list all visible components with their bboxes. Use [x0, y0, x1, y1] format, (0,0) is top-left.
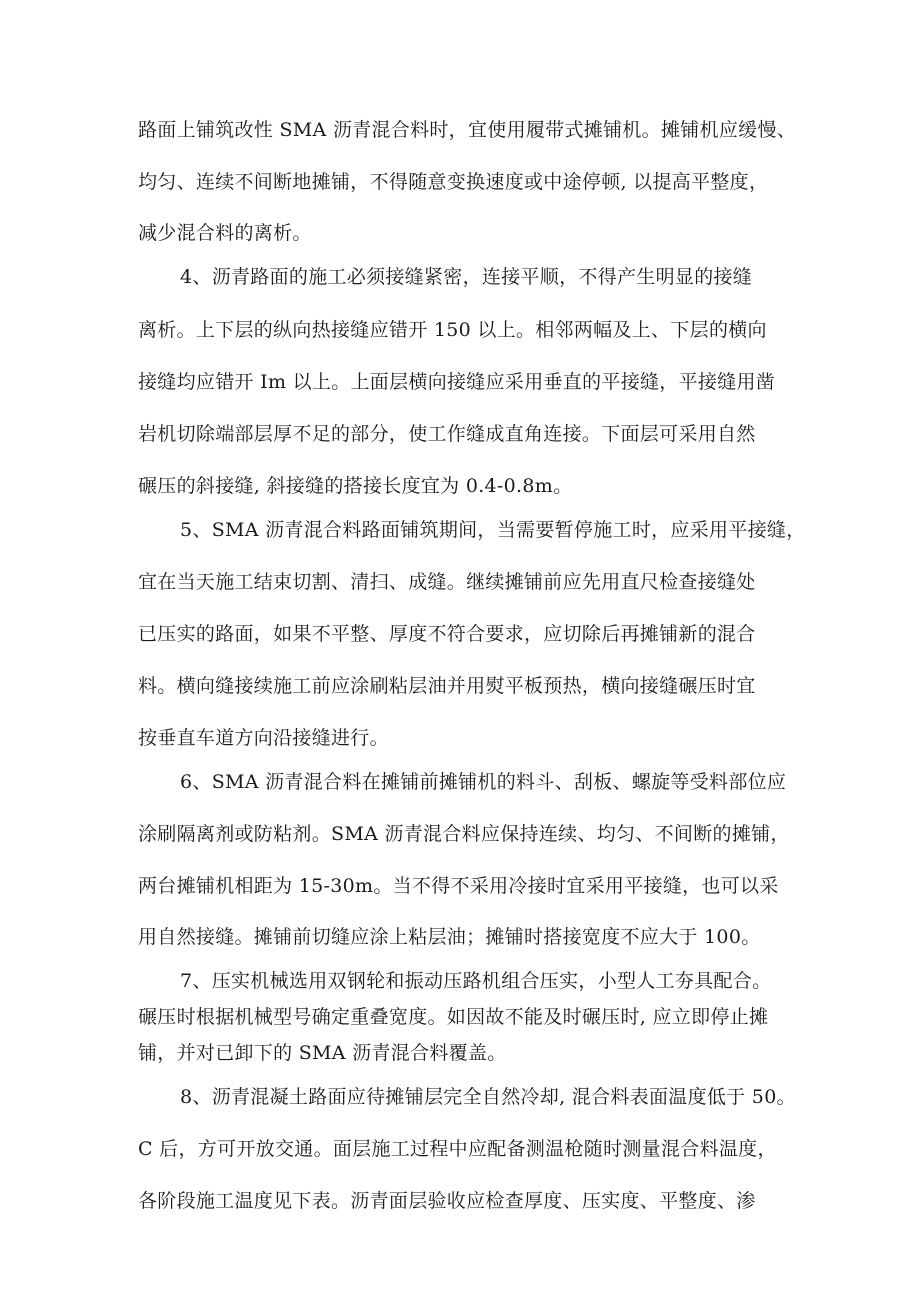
text-line: 碾压的斜接缝, 斜接缝的搭接长度宜为 0.4-0.8m。	[138, 475, 573, 497]
text-line: 离析。上下层的纵向热接缝应错开 150 以上。相邻两幅及上、下层的横向	[138, 319, 767, 341]
text-line: 均匀、连续不间断地摊铺，不得随意变换速度或中途停顿, 以提高平整度，	[138, 171, 769, 193]
text-line: 5、SMA 沥青混合料路面铺筑期间，当需要暂停施工时，应采用平接缝，	[180, 519, 806, 541]
text-line: 4、沥青路面的施工必须接缝紧密，连接平顺，不得产生明显的接缝	[180, 266, 753, 288]
text-line: 岩机切除端部层厚不足的部分，使工作缝成直角连接。下面层可采用自然	[138, 423, 756, 445]
text-line: 碾压时根据机械型号确定重叠宽度。如因故不能及时碾压时, 应立即停止摊	[138, 1006, 769, 1028]
text-line: 按垂直车道方向沿接缝进行。	[138, 727, 389, 749]
text-line: 7、压实机械选用双钢轮和振动压路机组合压实，小型人工夯具配合。	[180, 970, 772, 992]
text-line: 料。横向缝接续施工前应涂刷粘层油并用熨平板预热，横向接缝碾压时宜	[138, 675, 756, 697]
text-line: 6、SMA 沥青混合料在摊铺前摊铺机的料斗、刮板、螺旋等受料部位应	[180, 771, 787, 793]
text-line: 路面上铺筑改性 SMA 沥青混合料时，宜使用履带式摊铺机。摊铺机应缓慢、	[138, 119, 797, 141]
text-line: 涂刷隔离剂或防粘剂。SMA 沥青混合料应保持连续、均匀、不间断的摊铺，	[138, 823, 790, 845]
text-line: 两台摊铺机相距为 15-30m。当不得不采用冷接时宜采用平接缝，也可以采	[138, 875, 779, 897]
text-line: 减少混合料的离析。	[138, 222, 312, 244]
text-line: 8、沥青混凝土路面应待摊铺层完全自然冷却, 混合料表面温度低于 50。	[180, 1086, 796, 1108]
text-line: 用自然接缝。摊铺前切缝应涂上粘层油；摊铺时搭接宽度不应大于 100。	[138, 926, 761, 948]
text-line: 各阶段施工温度见下表。沥青面层验收应检查厚度、压实度、平整度、渗	[138, 1190, 756, 1212]
text-line: 已压实的路面，如果不平整、厚度不符合要求，应切除后再摊铺新的混合	[138, 623, 756, 645]
text-line: 宜在当天施工结束切割、清扫、成缝。继续摊铺前应先用直尺检查接缝处	[138, 571, 756, 593]
text-line: 铺，并对已卸下的 SMA 沥青混合料覆盖。	[138, 1042, 507, 1064]
text-line: 接缝均应错开 Im 以上。上面层横向接缝应采用垂直的平接缝，平接缝用凿	[138, 371, 776, 393]
text-line: C 后，方可开放交通。面层施工过程中应配备测温枪随时测量混合料温度，	[138, 1138, 777, 1160]
